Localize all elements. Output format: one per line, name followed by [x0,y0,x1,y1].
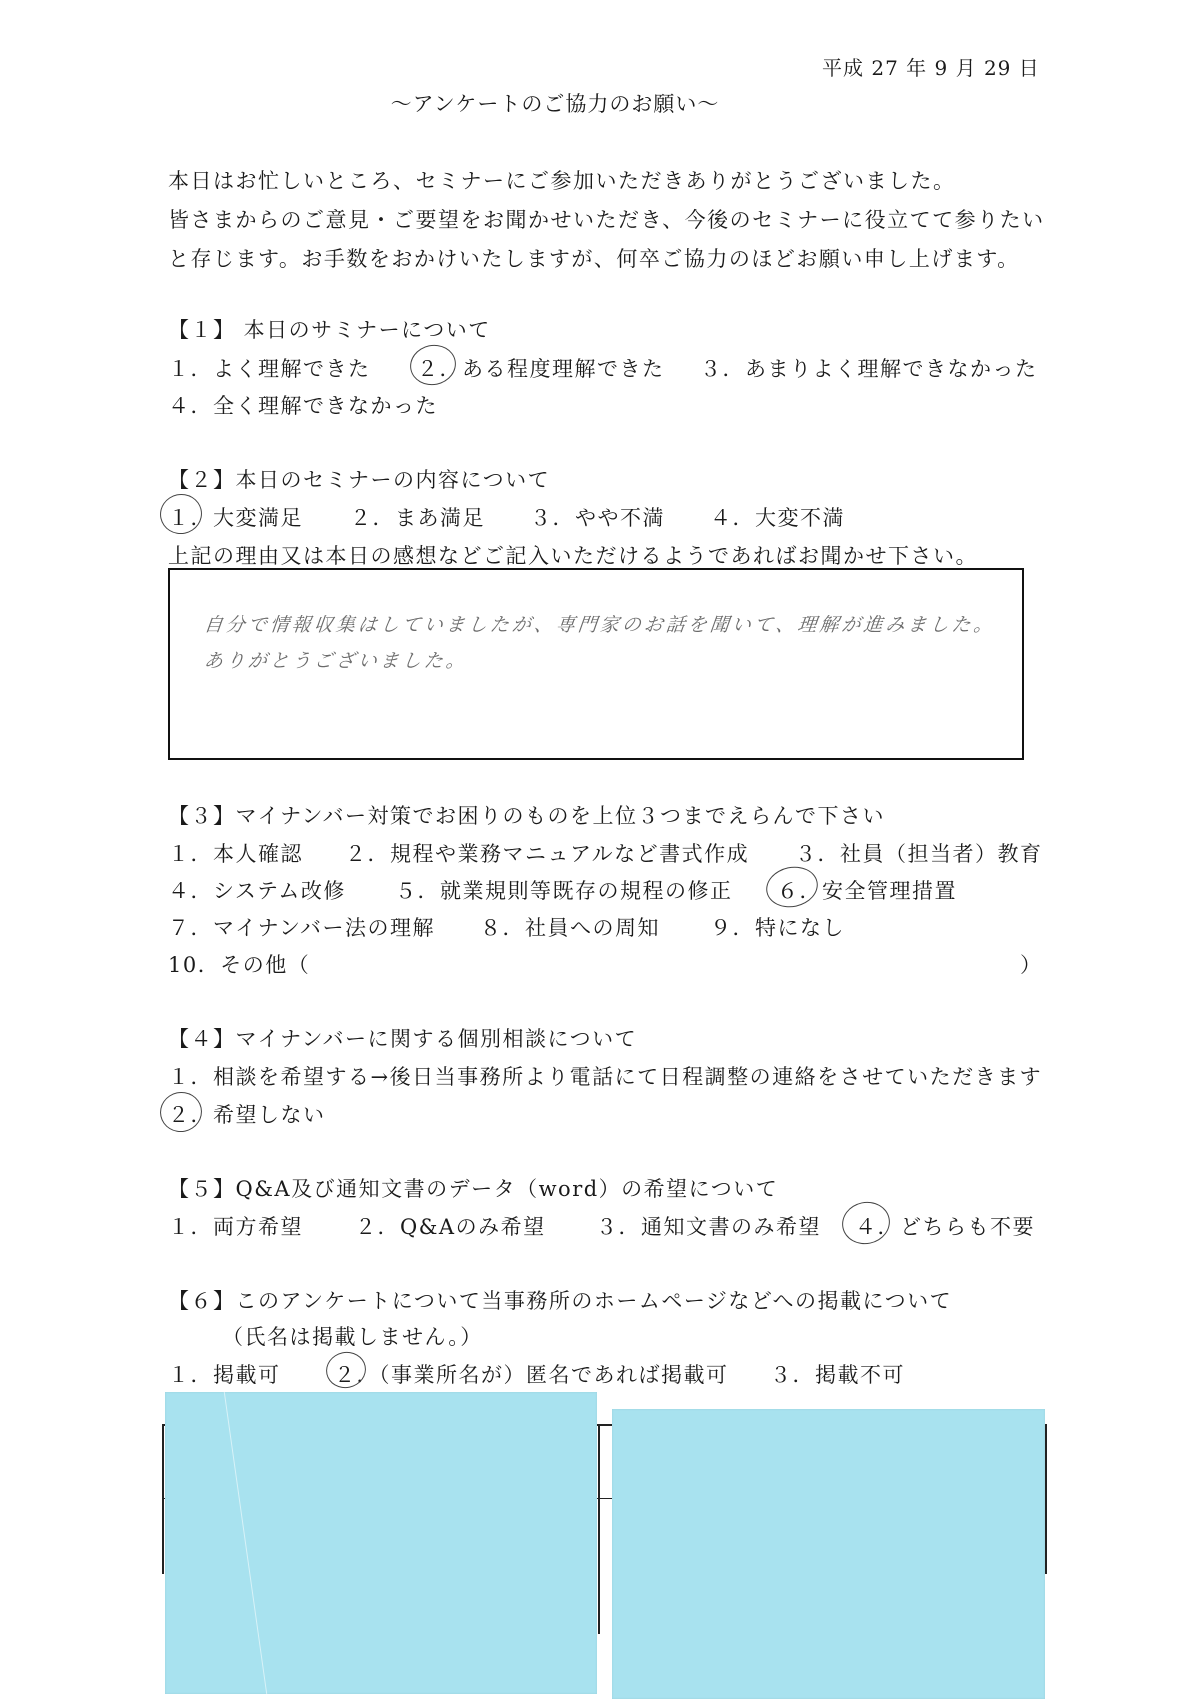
q2-option-4[interactable]: ４．大変不満 [710,506,845,530]
q3-heading: 【３】マイナンバー対策でお困りのものを上位３つまでえらんで下さい [168,804,886,828]
form-table-left-edge [162,1424,164,1574]
q1-option-1[interactable]: １．よく理解できた [168,357,371,381]
q5-option-4[interactable]: ４．どちらも不要 [855,1215,1035,1239]
q3-option-2[interactable]: ２．規程や業務マニュアルなど書式作成 [345,842,750,866]
q3-option-4[interactable]: ４．システム改修 [168,879,346,903]
q3-option-3[interactable]: ３．社員（担当者）教育 [795,842,1043,866]
q2-heading: 【２】本日のセミナーの内容について [168,468,551,492]
q3-option-8[interactable]: ８．社員への周知 [480,916,660,940]
q5-option-3[interactable]: ３．通知文書のみ希望 [596,1215,821,1239]
q4-option-2[interactable]: ２．希望しない [168,1103,326,1127]
sticky-note-crease [224,1392,267,1694]
q1-option-4[interactable]: ４．全く理解できなかった [168,394,438,418]
form-table-center-line [598,1424,600,1634]
q2-option-3[interactable]: ３．やや不満 [530,506,665,530]
comment-handwriting-line-1: 自分で情報収集はしていましたが、専門家のお話を聞いて、理解が進みました。 [202,614,997,636]
comment-box[interactable] [168,568,1024,760]
q1-heading: 【１】 本日のサミナーについて [168,318,491,342]
intro-line-2: 皆さまからのご意見・ご要望をお聞かせいただき、今後のセミナーに役立てて参りたい [168,208,1045,232]
q6-heading: 【６】このアンケートについて当事務所のホームページなどへの掲載について [168,1289,953,1313]
sticky-note-left [165,1392,597,1694]
q3-option-10[interactable]: 10．その他（ [168,953,311,977]
q1-option-2[interactable]: ２．ある程度理解できた [417,357,665,381]
q3-option-10-close: ） [1020,953,1043,977]
q5-heading: 【５】Q&A及び通知文書のデータ（word）の希望について [168,1177,779,1201]
q3-option-6[interactable]: ６．安全管理措置 [777,879,957,903]
q2-option-1[interactable]: １．大変満足 [168,506,303,530]
intro-line-1: 本日はお忙しいところ、セミナーにご参加いただきありがとうございました。 [168,169,956,193]
form-table-right-edge [1045,1424,1047,1574]
q2-prompt: 上記の理由又は本日の感想などご記入いただけるようであればお聞かせ下さい。 [168,544,978,568]
q1-option-3[interactable]: ３．あまりよく理解できなかった [700,357,1038,381]
survey-title: ～アンケートのご協力のお願い～ [390,92,720,116]
survey-date: 平成 27 年 9 月 29 日 [822,56,1040,80]
sticky-note-right [612,1409,1045,1699]
q3-option-9[interactable]: ９．特になし [710,916,845,940]
q4-option-1[interactable]: １．相談を希望する→後日当事務所より電話にて日程調整の連絡をさせていただきます [168,1065,1043,1089]
q6-subheading: （氏名は掲載しません。） [222,1325,483,1349]
q6-option-2[interactable]: ２．（事業所名が）匿名であれば掲載可 [334,1363,729,1387]
q6-option-1[interactable]: １．掲載可 [168,1363,281,1387]
q5-option-2[interactable]: ２．Q&Aのみ希望 [355,1215,546,1239]
q3-option-1[interactable]: １．本人確認 [168,842,303,866]
q4-heading: 【４】マイナンバーに関する個別相談について [168,1027,638,1051]
intro-line-3: と存じます。お手数をおかけいたしますが、何卒ご協力のほどお願い申し上げます。 [168,247,1020,271]
q6-option-3[interactable]: ３．掲載不可 [770,1363,905,1387]
q5-option-1[interactable]: １．両方希望 [168,1215,303,1239]
q3-option-7[interactable]: ７．マイナンバー法の理解 [168,916,436,940]
q3-option-5[interactable]: ５．就業規則等既存の規程の修正 [395,879,733,903]
comment-handwriting-line-2: ありがとうございました。 [202,650,470,672]
q2-option-2[interactable]: ２．まあ満足 [350,506,485,530]
